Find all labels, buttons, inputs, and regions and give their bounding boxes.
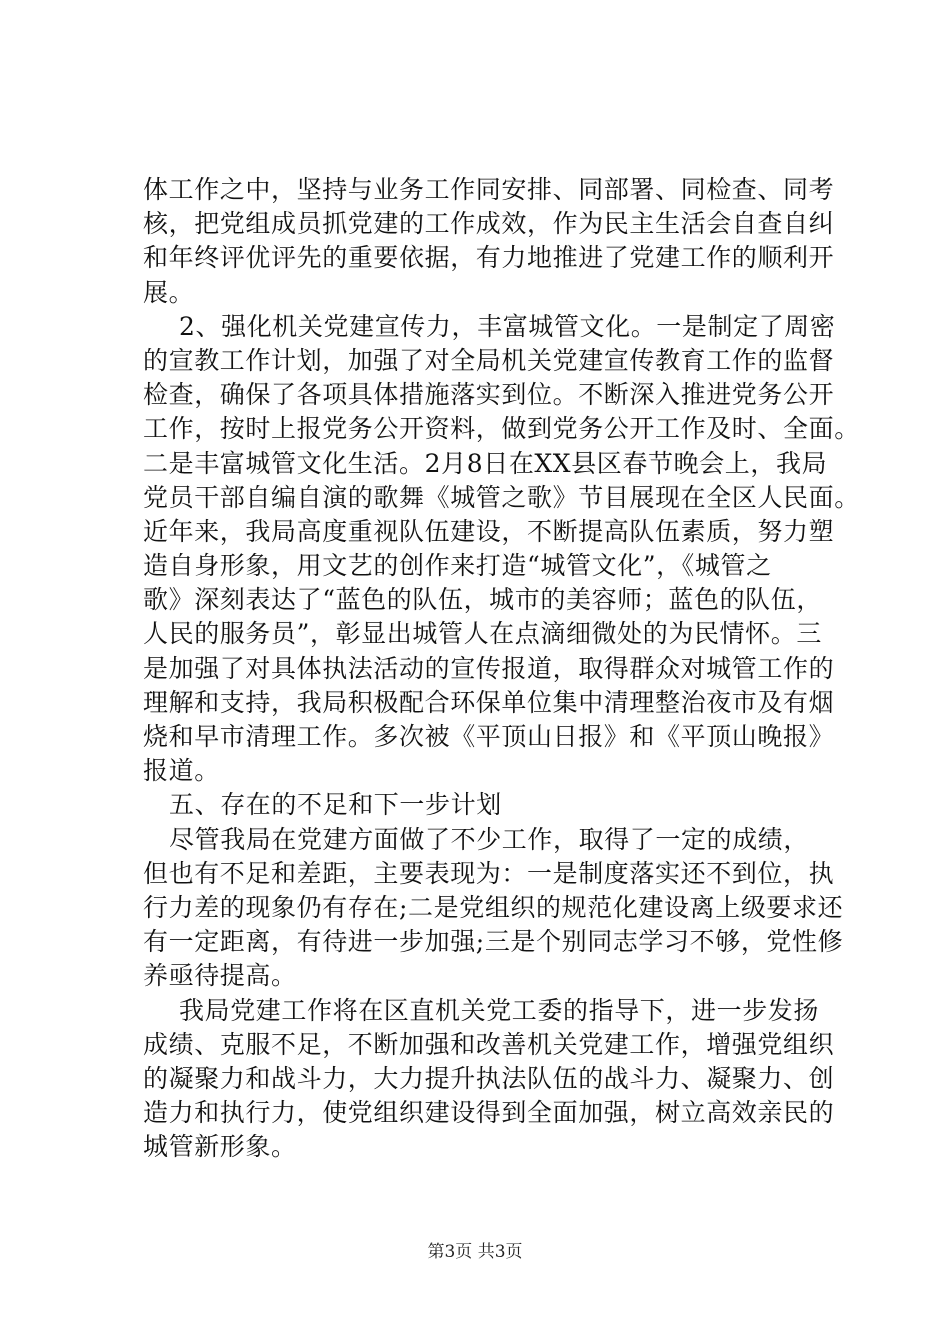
text-line: 歌》深刻表达了“蓝色的队伍，城市的美容师；蓝色的队伍， bbox=[143, 585, 822, 615]
text-line: 行力差的现象仍有存在;二是党组织的规范化建设离上级要求还 bbox=[143, 892, 844, 922]
page-number-footer: 第3页 共3页 bbox=[427, 1242, 523, 1262]
section-paragraph-start: 2、强化机关党建宣传力，丰富城管文化。一是制定了周密 bbox=[179, 311, 836, 341]
text-line: 和年终评优评先的重要依据，有力地推进了党建工作的顺利开 bbox=[143, 243, 835, 273]
text-line: 造自身形象，用文艺的创作来打造“城管文化”，《城管之 bbox=[143, 551, 772, 581]
text-line: 党员干部自编自演的歌舞《城管之歌》节目展现在全区人民面。 bbox=[143, 482, 860, 512]
text-line: 但也有不足和差距，主要表现为：一是制度落实还不到位，执 bbox=[143, 858, 835, 888]
text-line: 是加强了对具体执法活动的宣传报道，取得群众对城管工作的 bbox=[143, 653, 835, 683]
text-line: 体工作之中，坚持与业务工作同安排、同部署、同检查、同考 bbox=[143, 175, 835, 204]
section-paragraph-start: 尽管我局在党建方面做了不少工作，取得了一定的成绩， bbox=[169, 824, 810, 854]
text-line: 近年来，我局高度重视队伍建设，不断提高队伍素质，努力塑 bbox=[143, 516, 835, 546]
text-line: 城管新形象。 bbox=[143, 1132, 297, 1162]
section-heading: 五、存在的不足和下一步计划 bbox=[169, 790, 502, 820]
text-line: 成绩、克服不足，不断加强和改善机关党建工作，增强党组织 bbox=[143, 1029, 835, 1059]
text-line: 理解和支持，我局积极配合环保单位集中清理整治夜市及有烟 bbox=[143, 687, 835, 717]
document-body bbox=[143, 173, 860, 1164]
text-line: 展。 bbox=[143, 277, 195, 307]
text-line: 养亟待提高。 bbox=[143, 961, 297, 991]
text-line: 的凝聚力和战斗力，大力提升执法队伍的战斗力、凝聚力、创 bbox=[143, 1063, 835, 1093]
text-line: 人民的服务员”，彰显出城管人在点滴细微处的为民情怀。三 bbox=[143, 619, 822, 649]
text-line: 造力和执行力，使党组织建设得到全面加强，树立高效亲民的 bbox=[143, 1098, 835, 1128]
section-paragraph-start: 我局党建工作将在区直机关党工委的指导下，进一步发扬 bbox=[179, 995, 820, 1025]
text-line: 核，把党组成员抓党建的工作成效，作为民主生活会自查自纠 bbox=[143, 209, 835, 239]
text-line: 烧和早市清理工作。多次被《平顶山日报》和《平顶山晚报》 bbox=[143, 722, 835, 751]
text-line: 工作，按时上报党务公开资料，做到党务公开工作及时、全面。 bbox=[143, 414, 860, 444]
text-line: 有一定距离，有待进一步加强;三是个别同志学习不够，党性修 bbox=[143, 927, 844, 957]
text-line: 二是丰富城管文化生活。2月8日在XX县区春节晚会上，我局 bbox=[143, 448, 828, 478]
text-line: 检查，确保了各项具体措施落实到位。不断深入推进党务公开 bbox=[143, 380, 835, 410]
text-line: 报道。 bbox=[143, 756, 220, 786]
text-line: 的宣教工作计划，加强了对全局机关党建宣传教育工作的监督 bbox=[143, 345, 835, 375]
